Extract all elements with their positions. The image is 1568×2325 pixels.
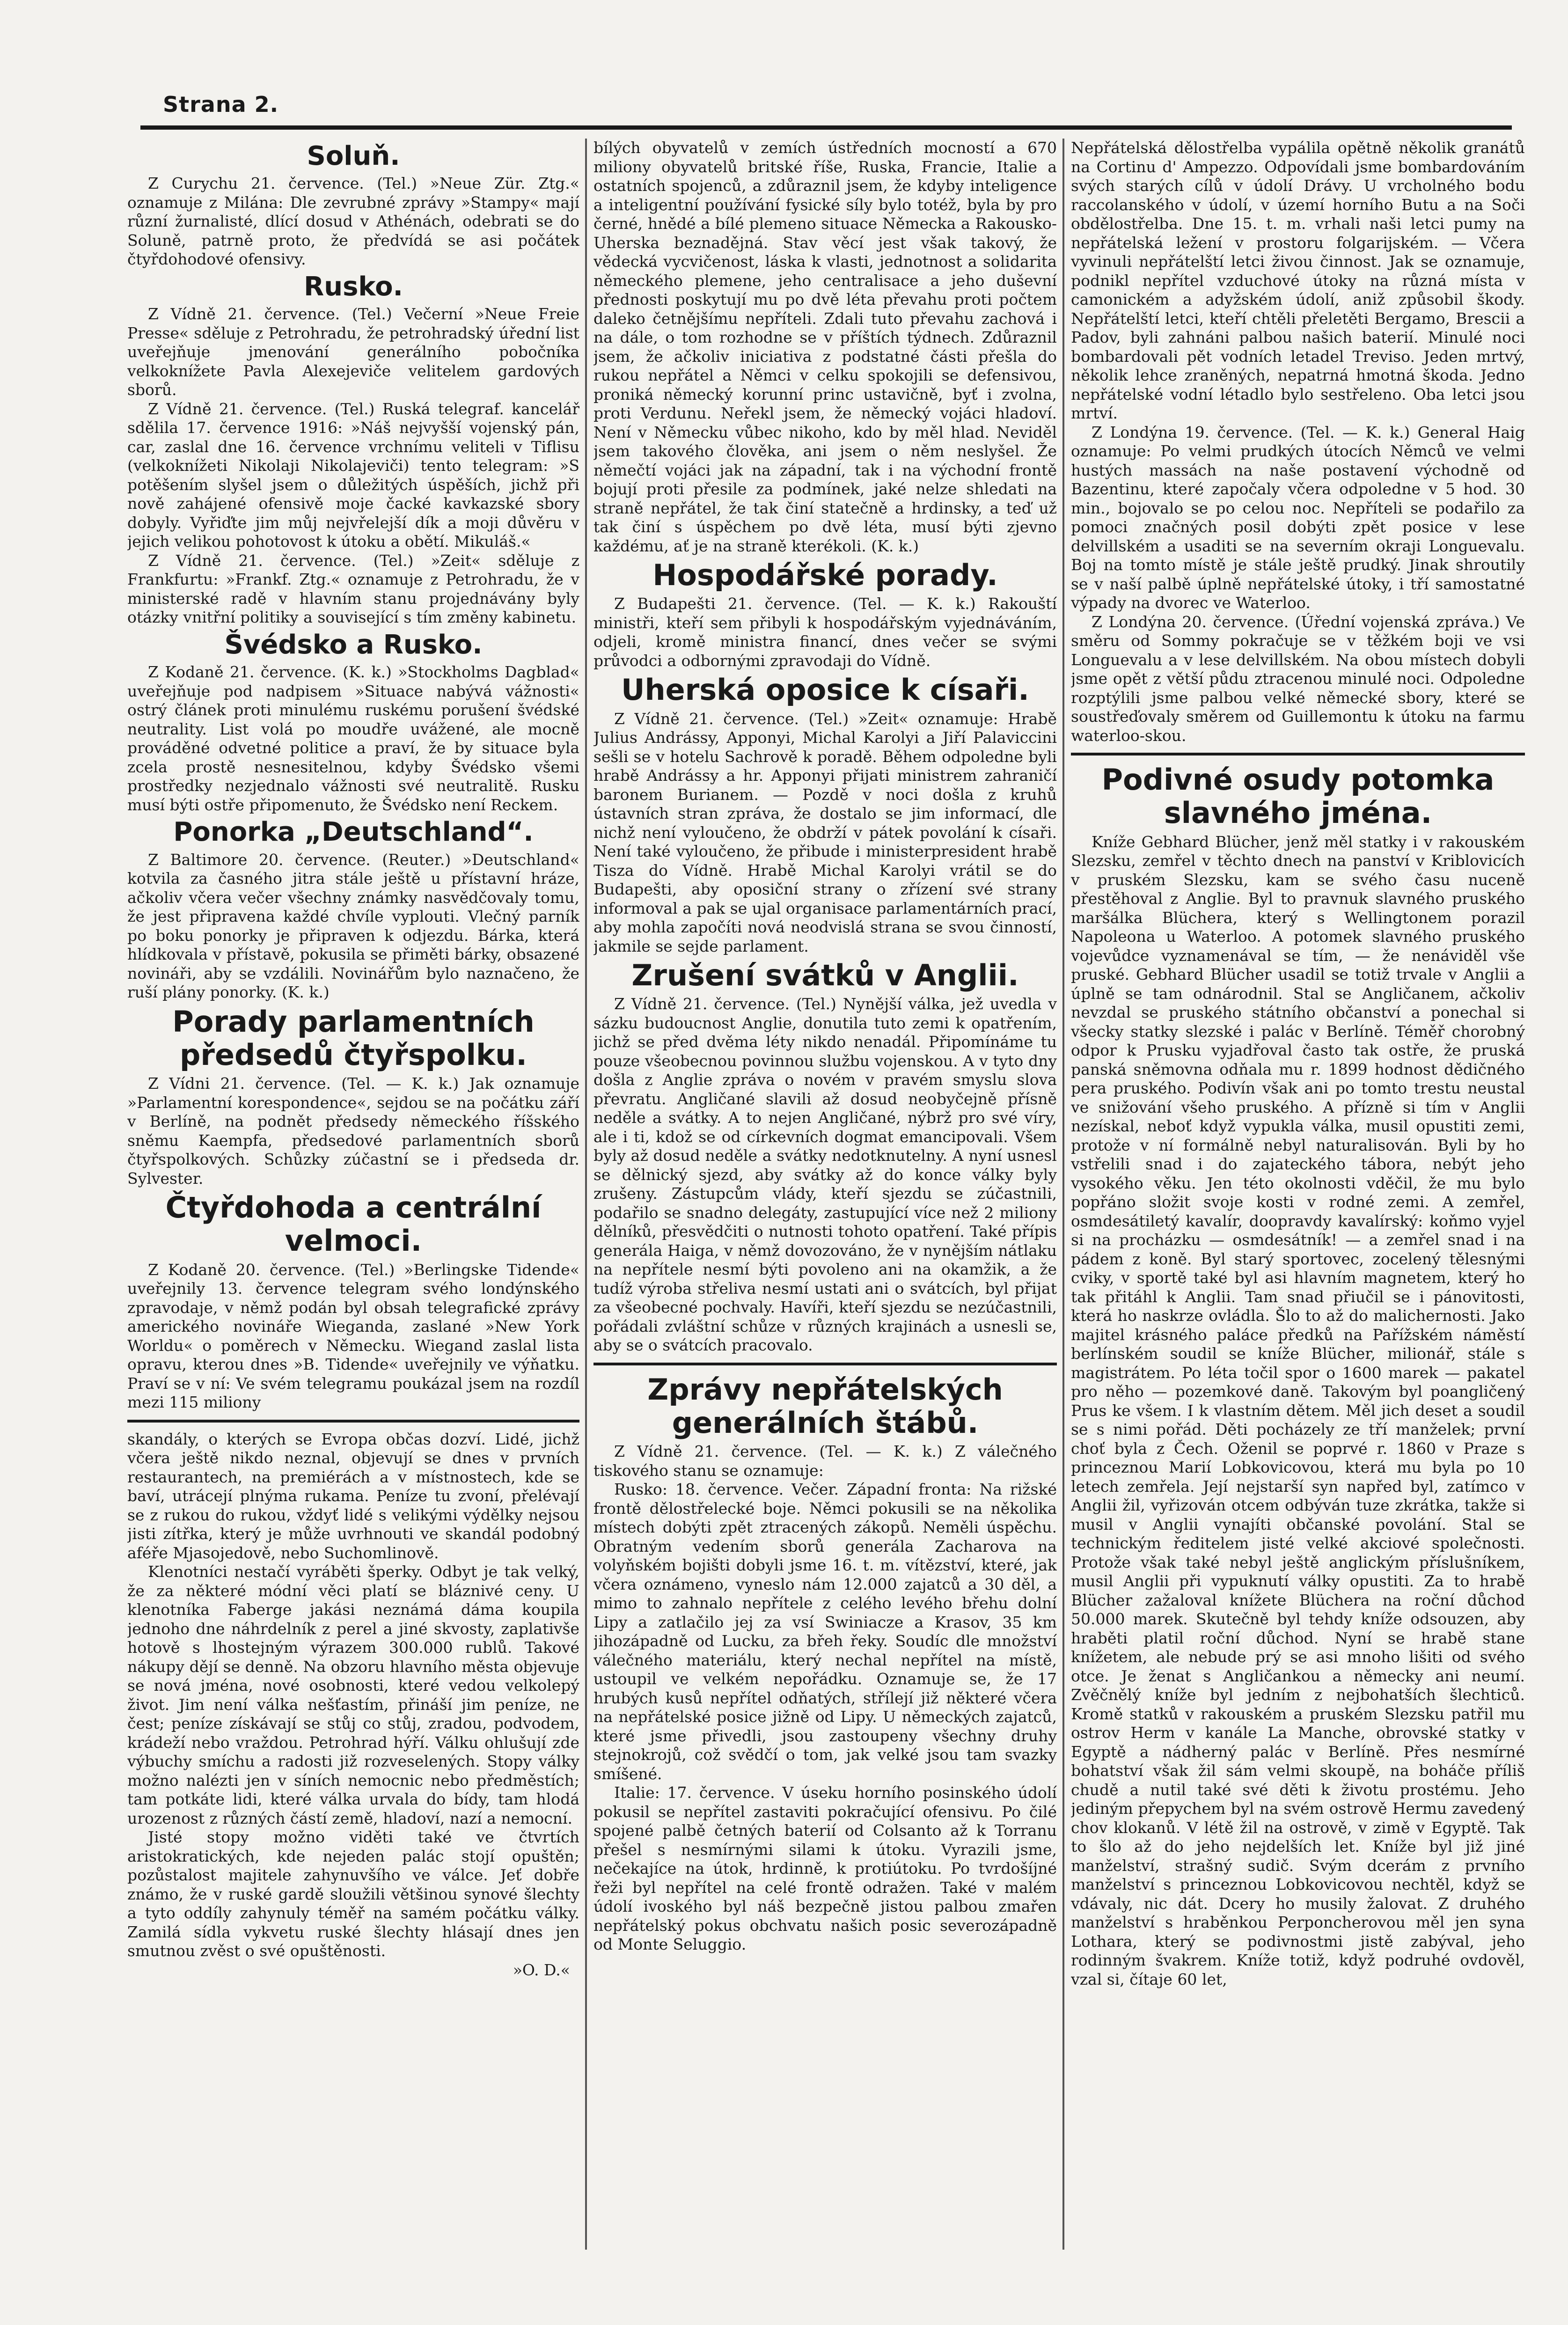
column-right bbox=[1071, 139, 1525, 1989]
continued-paragraph: Z Londýna 20. července. (Úřední vojenská zpráva.) Ve směru od Sommy pokračuje se v těžkém boji ve vsi Longuevalu a v lese delvillském. Na obou místech dobyli jsme opět z větší půdu ztracenou minulé noci. Odpoledne rozptýlili jsme palbou velké německé sbory, které se soustřeďovaly směrem od Guillemontu k útoku na farmu waterloo-skou. bbox=[1071, 612, 1525, 745]
article-paragraph: Z Vídně 21. července. (Tel.) Ruská telegraf. kancelář sdělila 17. července 1916: »Náš nejvyšší vojenský pán, car, zaslal dne 16. července vrchnímu veliteli v Tiflisu (velkoknížeti Nikolaji Nikolajeviči) tento telegram: »S potěšením slyšel jsem o důležitých úspěších, jichž při nově zahájené ofensivě moje čacké kavkazské sbory dobyly. Vyřiďte jim můj nejvřelejší dík a moji důvěru v jejich velikou pohotovost k útoku a obětí. Mikuláš.« bbox=[127, 399, 579, 551]
article-rusko bbox=[127, 272, 579, 627]
article-title: Porady parlamentních předsedů čtyřspolku. bbox=[172, 1004, 535, 1072]
article-paragraph: Rusko: 18. července. Večer. Západní fronta: Na rižské frontě dělostřelecké boje. Němci pokusili se na několika místech dobýti zpět ztracených zákopů. Neměli úspěchu. Obratným vedením sborů generála Zacharova na volyňském bojišti dobyli jsme 16. t. m. vítězství, které, jak včera oznámeno, vyneslo nám 12.000 zajatců a 30 děl, a mimo to zahnalo nepřítele z celého levého břehu dolní Lipy a zatlačilo jej za vsí Swiniacze a Krasov, 35 km jihozápadně od Lucku, za břeh řeky. Soudíc dle množství válečného materiálu, který nechal nepřítel na místě, ustoupil ve velkém nepořádku. Oznamuje se, že 17 hrubých kusů nepřítel odňatých, střílejí již některé včera na nepřátelské posice jižně od Lipy. U německých zajatců, které jsme přivedli, jsou zastoupeny všechny druhy stejnokrojů, což svědčí o tom, jak velké jsou tam svazky smíšené. bbox=[593, 1480, 1057, 1783]
article-title: Rusko. bbox=[304, 271, 403, 302]
article-title: Zprávy nepřátelských generálních štábů. bbox=[647, 1372, 1003, 1440]
article-ponorka-deutschland bbox=[127, 817, 579, 1002]
feuilleton-separator bbox=[127, 1420, 579, 1423]
continued-paragraph: Nepřátelská dělostřelba vypálila opětně několik granátů na Cortinu d' Ampezzo. Odpovídali jsme bombardováním svých starých cílů v údolí Drávy. U vrcholného bodu raccolanského v údolí, v území horního Butu a na Soči obdělostřelba. Dne 15. t. m. vrhali naši letci pumy na nepřátelská ležení v prostoru folgarijském. — Včera vyvinuli nepřátelští letci živou činnost. Jak se oznamuje, podnikl nepřítel vzduchové útoky na různá místa v camonickém a adyžském údolí, aniž způsobil škody. Nepřátelští letci, kteří chtěli přeletěti Bergamo, Brescii a Padov, byli zahnáni palbou našich baterií. Minulé noci bombardovali pět vodních letadel Treviso. Jeden mrtvý, několik lehce zraněných, nepatrná hmotná škoda. Jedno nepřátelské vodní létadlo bylo sestřeleno. Oba letci jsou mrtví. bbox=[1071, 139, 1525, 422]
article-title: Zrušení svátků v Anglii. bbox=[631, 958, 1019, 993]
article-paragraph: Z Vídně 21. července. (Tel.) »Zeit« sděluje z Frankfurtu: »Frankf. Ztg.« oznamuje z Petrohradu, že v ministerské radě v hlavním stanu projednávány byly otázky vnitřní politiky a související s tím změny kabinetu. bbox=[127, 551, 579, 627]
article-paragraph: Z Kodaně 21. července. (K. k.) »Stockholms Dagblad« uveřejňuje pod nadpisem »Situace nabývá vážnosti« ostrý článek proti minulému ruskému porušení švédské neutrality. List volá po moudře uvážené, ale mocně prováděné odvetné politice a praví, že by situace byla zcela prostě nesnesitelnou, kdyby Švédsko všemi prostředky nezjednalo vážnosti své neutralitě. Rusku musí býti ostře připomenuto, že Švédsko není Reckem. bbox=[127, 663, 579, 814]
article-uherska-oposice bbox=[593, 673, 1057, 956]
column-divider bbox=[585, 139, 587, 2250]
article-hospodarske-porady bbox=[593, 558, 1057, 670]
feature-paragraph: Kníže Gebhard Blücher, jenž měl statky i v rakouském Slezsku, zemřel v těchto dnech na panství v Kriblovicích v pruském Slezsku, kam se svého času nuceně přestěhoval z Anglie. Byl to pravnuk slavného pruského maršálka Blüchera, který s Wellingtonem porazil Napoleona u Waterloo. A potomek slavného pruského vojevůdce vyznamenával se tím, — že nenáviděl vše pruské. Gebhard Blücher usadil se totiž trvale v Anglii a úplně se tam odnárodnil. Stal se Angličanem, ačkoliv nevzdal se pruského státního občanství a ponechal si všecky statky slezské i palác v Berlíně. Téměř chorobný odpor k Prusku vyjadřoval často tak ostře, že pruská panská sněmovna odňala mu r. 1899 hodnost dědičného pera pruského. Podivín však ani po tomto trestu neustal ve snižování všeho pruského. A přízně si tím v Anglii nezískal, neboť když vypukla válka, musil opustiti zemi, protože v ní formálně nebyl naturalisován. Byli by ho vstřelili snad i do zajateckého tábora, nebýt jeho vysokého věku. Jen této okolnosti vděčil, že mu bylo popřáno složit svoje kosti v rodné zemi. A zemřel, osmdesátiletý kavalír, doopravdy kavalírský: koňmo vyjel si na procházku — osmdesátník! — a zemřel snad i na pádem z koně. Byl starý sportovec, zocelený tělesnými cviky, v sportě také byl asi hlavním magnetem, který ho tak přitáhl k Anglii. Tam snad přiučil se i pánovitosti, která ho naskrze ovládla. Šlo to až do malichernosti. Jako majitel krásného paláce předků na Pařížském náměstí berlínském soudil se kníže Blücher, milionář, stále s magistrátem. Po léta točil spor o 1600 marek — pakatel pro něho — pozemkové daně. Takovým byl poangličený Prus ke všem. I k vlastním dětem. Měl jich deset a soudil se s nimi pořád. Děti pocházely ze tří manželek; první choť byla z Čech. Oženil se poprvé r. 1860 v Praze s princeznou Marií Lobkovicovou, která mu byla po 10 letech zemřela. Její nejstarší syn napřed byl, zatímco v Anglii žil, vyřizován otcem odbýván tuze zkrátka, takže si musil v Anglii vynajíti občanské povolání. Stal se technickým ředitelem jisté velké akciové společnosti. Protože však také nebyl ještě anglickým příslušníkem, musil Anglii při vypuknutí války opustiti. Za to hrabě Blücher zažaloval knížete Blüchera na roční důchod 50.000 marek. Skutečně byl tehdy kníže odsouzen, aby hraběti platil roční důchod. Nyní se hrabě stane knížetem, ale nebude prý se asi mnoho lišiti od svého otce. Je ženat s Angličankou a německy ani neumí. Zvěčnělý kníže byl jedním z nejbohatších šlechticů. Kromě statků v rakouském a pruském Slezsku patřil mu ostrov Herm v kanále La Manche, obrovské statky v Egyptě a nádherný palác v Berlíně. Přes nesmírné bohatství však žil sám velmi skoupě, na boháče příliš chudě a nutil také své děti k životu prostému. Jeho jediným přepychem byl na svém ostrově Hermu zavedený chov klokanů. V létě žil na ostrově, v zimě v Egyptě. Tak to šlo až do jeho nejdelších let. Kníže byl již jiné manželství, strašný sudič. Svým dcerám z prvního manželství s princeznou Lobkovicovou nechtěl, když se vdávaly, nic dát. Dcery ho musily žalovat. Z druhého manželství s hraběnkou Perponcherovou měl jen syna Lothara, který se podivnostmi jistě zabýval, jeho rodinným švakrem. Kníže totiž, když podruhé ovdověl, vzal si, čítaje 60 let, bbox=[1071, 832, 1525, 1988]
article-paragraph: Z Vídně 21. července. (Tel. — K. k.) Z válečného tiskového stanu se oznamuje: bbox=[593, 1442, 1057, 1480]
article-title: Ponorka „Deutschland“. bbox=[173, 817, 534, 848]
feature-blucher bbox=[1071, 763, 1525, 1989]
article-paragraph: Z Budapešti 21. července. (Tel. — K. k.) Rakouští ministři, kteří sem přibyli k hospodářským vyjednáváním, odjeli, kromě ministra financí, dnes večer se svými průvodci a odbornými zpravodaji do Vídně. bbox=[593, 594, 1057, 670]
article-solun bbox=[127, 141, 579, 269]
article-porady-predsedu bbox=[127, 1005, 579, 1188]
article-paragraph: Italie: 17. července. V úseku horního posinského údolí pokusil se nepřítel zastaviti pokračující ofensivu. Po čilé spojené palbě četných baterií od Colsanto až k Torranu přešel s nesmírnými silami k útoku. Vyrazili jsme, nečekajíce na útok, hrdinně, k protiútoku. Po tvrdošíjné řeži byl nepřítel na celé frontě odražen. Také v malém údolí ivoského byl náš bezpečně jistou palbou zmařen nepřátelský pokus obchvatu našich posic severozápadně od Monte Seluggio. bbox=[593, 1783, 1057, 1954]
article-paragraph: Z Vídni 21. července. (Tel. — K. k.) Jak oznamuje »Parlamentní korespondence«, sejdou se na počátku září v Berlíně, na podnět předsedy německého říšského sněmu Kaempfa, předsedové parlamentních sborů čtyřspolkových. Schůzky zúčastní se i předseda dr. Sylvester. bbox=[127, 1074, 579, 1188]
feuilleton-paragraph: Jisté stopy možno viděti také ve čtvrtích aristokratických, kde nejeden palác stojí opuštěn; pozůstalost majitele zahynuvšího ve válce. Jeť dobře známo, že v ruské gardě sloužili většinou synové šlechty a tyto oddíly zahynuly téměř na samém počátku války. Zamilá sídla vykvetu ruské šlechty hlásají dnes jen smutnou zvěst o své opuštěnosti. bbox=[127, 1828, 579, 1960]
feuilleton-paragraph: Klenotníci nestačí vyráběti šperky. Odbyt je tak velký, že za některé módní věci platí se bláznivé ceny. U klenotníka Faberge jakási neznámá dáma koupila jednoho dne náhrdelník z perel a jiné skvosty, zaplativše hotově s lhostejným výrazem 300.000 rublů. Takové nákupy dějí se denně. Na obzoru hlavního města objevuje se nová jména, nové osobnosti, které vedou velkolepý život. Jim není válka nešťastím, přináší jim peníze, ne čest; peníze získávají se stůj co stůj, zradou, podvodem, krádeží nebo vraždou. Petrohrad hýří. Válku ohlušují zde výbuchy smíchu a radosti již rozveselených. Stopy války možno nalézti jen v síních nemocnic nebo předměstích; tam potkáte lidi, které válka urvala do bídy, tam hlodá urozenost z různých částí země, hladoví, nazí a nemocní. bbox=[127, 1562, 579, 1827]
article-paragraph: Z Kodaně 20. července. (Tel.) »Berlingske Tidende« uveřejnily 13. července telegram svého londýnského zpravodaje, v němž podán byl obsah telegrafické zprávy amerického novináře Wieganda, zaslané »New York Worldu« o poměrech v Německu. Wiegand zaslal lista opravu, kterou dnes »B. Tidende« uveřejnily ve výňatku. Praví se v ní: Ve svém telegramu poukázal jsem na rozdíl mezi 115 miliony bbox=[127, 1260, 579, 1412]
feature-separator bbox=[1071, 753, 1525, 755]
continued-paragraph: bílých obyvatelů v zemích ústředních mocností a 670 miliony obyvatelů britské říše, Ruska, Francie, Italie a ostatních spojenců, a zdůraznil jsem, že kdyby inteligence a inteligentní používání fysické síly bylo totéž, byla by pro černé, hnědé a bílé plemeno situace Německa a Rakousko-Uherska beznadějná. Stav věcí jest však takový, že vědecká vycvičenost, láska k vlasti, jednotnost a solidarita německého plemene, jeho centralisace a jeho duševní přednosti poskytují mu po dvě léta převahu proti počtem daleko četnějšímu nepříteli. Zdali tuto převahu zachová i na dále, o tom rozhodne se v příštích týdnech. Zdůraznil jsem, že ačkoliv iniciativa z podstatné části přešla do rukou nepřátel a Němci v celku spokojili se defensivou, proniká německý korunní princ ustavičně, byť i zvolna, proti Verdunu. Neřekl jsem, že německý vojáci hladoví. Není v Německu vůbec nikoho, kdo by měl hlad. Neviděl jsem takového člověka, ani jsem o něm neslyšel. Že němečtí vojáci jak na západní, tak i na východní frontě bojují proti přesile za podmínek, jaké nelze shledati na straně nepřátel, že tak činí statečně a hrdinsky, a teď už tak činí s úspěchem po dvě léta, musí býti zjevno každému, ať je na straně kterékoli. (K. k.) bbox=[593, 139, 1057, 555]
article-title: Soluň. bbox=[307, 141, 400, 171]
article-svedsko-a-rusko bbox=[127, 630, 579, 814]
header-rule bbox=[140, 125, 1512, 130]
page-folio: Strana 2. bbox=[163, 92, 279, 117]
feuilleton-paragraph: skandály, o kterých se Evropa občas dozví. Lidé, jichž včera ještě nikdo neznal, objevují se dnes v prvních restaurantech, na premiérách a v místnostech, kde se baví, utrácejí plnýma rukama. Peníze tu zvoní, přelévají se z rukou do rukou, vždyť lidé s velikými výdělky nejsou jisti zítřka, který je může uvrhnouti ve skandál podobný aféře Mjasojedově, nebo Suchomlinově. bbox=[127, 1430, 579, 1562]
feuilleton bbox=[127, 1430, 579, 1980]
article-zpravy-stabu bbox=[593, 1373, 1057, 1954]
article-ctyrdohoda bbox=[127, 1191, 579, 1412]
article-zruseni-svatku bbox=[593, 959, 1057, 1355]
article-paragraph: Z Curychu 21. července. (Tel.) »Neue Zür. Ztg.« oznamuje z Milána: Dle zevrubné zprávy »Stampy« mají různí žurnalisté, dlící dosud v Athénách, odebrati se do Soluně, patrně proto, že předvídá se asi počátek čtyřdohodové ofensivy. bbox=[127, 174, 579, 269]
feuilleton-signature: »O. D.« bbox=[513, 1960, 570, 1979]
column-divider bbox=[1062, 139, 1064, 2250]
article-paragraph: Z Vídně 21. července. (Tel.) »Zeit« oznamuje: Hrabě Julius Andrássy, Apponyi, Michal Karolyi a Jiří Palaviccini sešli se v hotelu Sachrově k poradě. Během odpoledne byli hrabě Andrássy a hr. Apponyi přijati ministrem zahraničí baronem Burianem. — Pozdě v noci došla z kruhů ústavních stran zpráva, že dostalo se jim informací, dle nichž není vyloučeno, že obdrží v pátek povolání k císaři. Není také vyloučeno, že přibude i ministerpresident hrabě Tisza do Vídně. Hrabě Michal Karolyi vrátil se do Budapešti, aby oposiční strany o zřízení své strany informoval a pak se ujal organisace parlamentárních prací, aby mohla započíti nová neodvislá strana se svou činností, jakmile se sejde parlament. bbox=[593, 709, 1057, 955]
article-paragraph: Z Baltimore 20. července. (Reuter.) »Deutschland« kotvila za časného jitra stále ještě u přístavní hráze, ačkoliv včera večer všechny známky nasvědčovaly tomu, že jest připravena každé chvíle vyplouti. Vlečný parník po boku ponorky je připraven k odjezdu. Bárka, která hlídkovala v přístavě, pokusila se přiměti bárky, obsazené novináři, aby se vzdálili. Novinářům bylo naznačeno, že ruší plány ponorky. (K. k.) bbox=[127, 850, 579, 1002]
article-title: Hospodářské porady. bbox=[652, 558, 998, 592]
article-title: Čtyřdohoda a centrální velmoci. bbox=[165, 1190, 542, 1258]
feature-title: Podivné osudy potomka slavného jména. bbox=[1101, 763, 1495, 830]
column-middle bbox=[593, 139, 1057, 1954]
section-separator bbox=[593, 1363, 1057, 1365]
article-title: Švédsko a Rusko. bbox=[224, 629, 483, 660]
article-paragraph: Z Vídně 21. července. (Tel.) Večerní »Neue Freie Presse« sděluje z Petrohradu, že petrohradský úřední list uveřejňuje jmenování generálního pobočníka velkoknížete Pavla Alexejeviče velitelem gardových sborů. bbox=[127, 305, 579, 399]
continued-paragraph: Z Londýna 19. července. (Tel. — K. k.) General Haig oznamuje: Po velmi prudkých útocích Němců ve velmi hustých massách na naše postavení východně od Bazentinu, které započaly včera odpoledne v 5 hod. 30 min., bojovalo se po celou noc. Nepříteli se podařilo za pomoci značných posil dobýti zpět posice v lese delvillském a usaditi se na severním okraji Longuevalu. Boj na tomto místě je stále ještě prudký. Jinak shroutily se v naší palbě úplně nepřátelské útoky, i tří samostatné výpady na dvorec ve Waterloo. bbox=[1071, 423, 1525, 612]
article-title: Uherská oposice k císaři. bbox=[621, 673, 1029, 707]
article-paragraph: Z Vídně 21. července. (Tel.) Nynější válka, jež uvedla v sázku budoucnost Anglie, donutila tuto zemi k opatřením, jichž se před dvěma léty nikdo nenadál. Připomínáme tu pouze všeobecnou povinnou službu vojenskou. A v tyto dny došla z Anglie zpráva o novém v pravém smyslu slova převratu. Angličané slavili až dosud neobyčejně přísně neděle a svátky. A to nejen Angličané, nýbrž pro své víry, ale i ti, kdož se od církevních dogmat emancipovali. Všem byly až dosud neděle a svátky nedotknutelny. A nyní usnesl se dělnický sjezd, aby svátky až do konce války byly zrušeny. Zástupcům vlády, kteří sjezdu se zúčastnili, podařilo se snadno delegáty, zastupující více než 2 miliony dělníků, přesvědčiti o nutnosti tohoto opatření. Také přípis generála Haiga, v němž dovozováno, že v nynějším nátlaku na nepřítele nesmí býti povoleno ani na okamžik, a že tudíž výroba střeliva nesmí ustati ani o svátcích, byl přijat za všeobecné pochvaly. Havíři, kteří sjezdu se nezúčastnili, pořádali zvláštní schůze v různých krajinách a usnesli se, aby se o svátcích pracovalo. bbox=[593, 995, 1057, 1355]
column-left bbox=[127, 139, 579, 1980]
